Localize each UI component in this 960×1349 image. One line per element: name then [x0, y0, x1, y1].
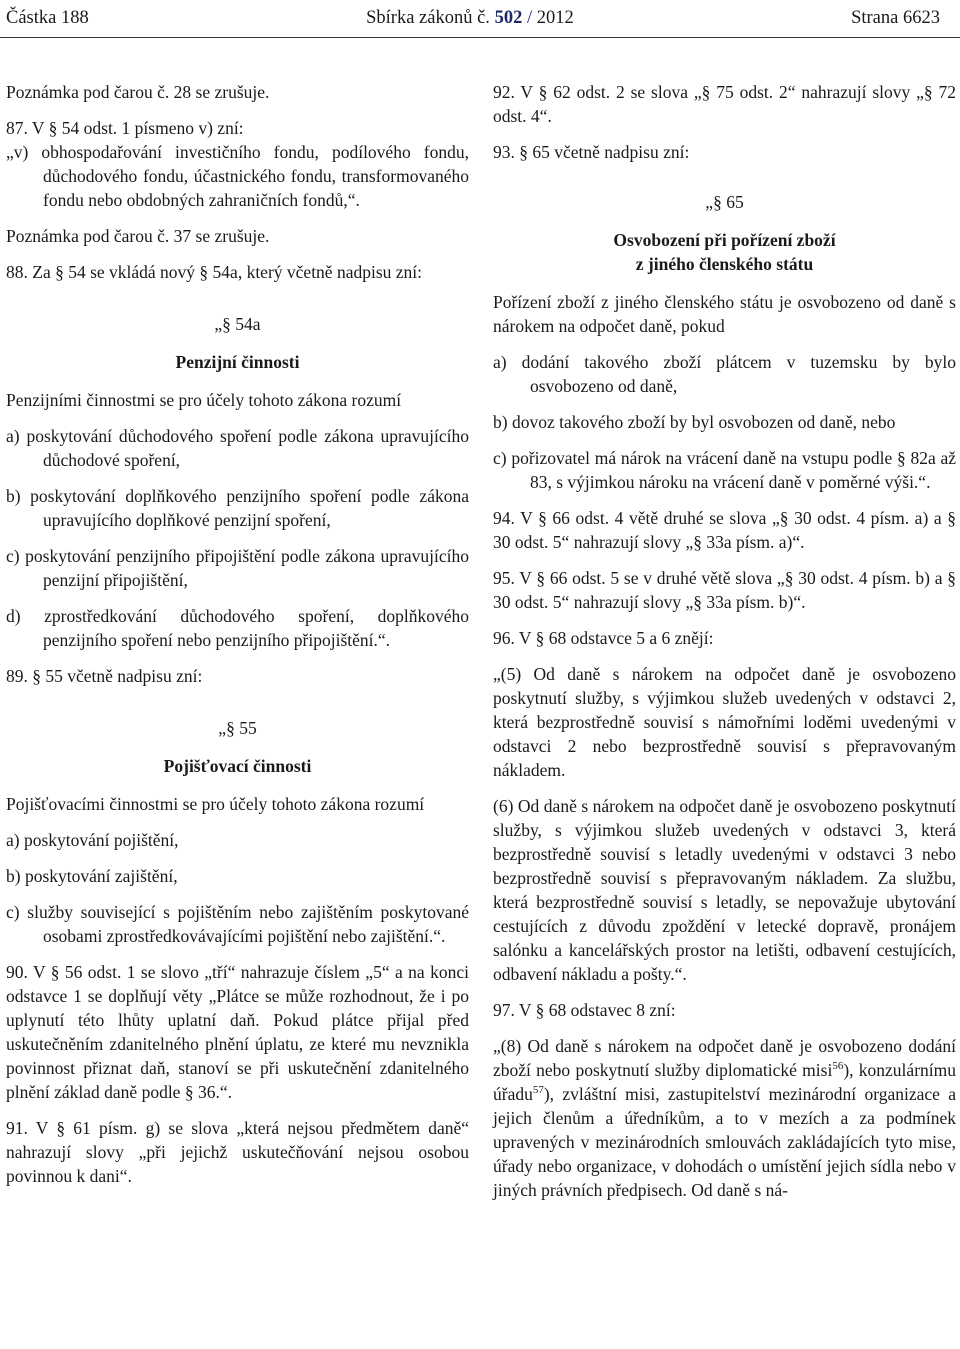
- list-item: d) zprostředkování důchodového spoření, doplňkového penzijního spoření nebo penzijního připojištění.“.: [6, 606, 469, 650]
- paragraph: Pojišťovacími činnostmi se pro účely tohoto zákona rozumí: [6, 794, 425, 814]
- footnote-ref: 56: [832, 1060, 844, 1073]
- paragraph: Poznámka pod čarou č. 28 se zrušuje.: [6, 82, 270, 102]
- list-item: b) poskytování doplňkového penzijního spoření podle zákona upravujícího doplňkové penzijní spoření,: [6, 486, 469, 530]
- header-year: 2012: [536, 8, 574, 28]
- list-item: b) poskytování zajištění,: [6, 866, 178, 886]
- section-number: „§ 65: [705, 192, 744, 212]
- paragraph: Penzijními činnostmi se pro účely tohoto zákona rozumí: [6, 390, 402, 410]
- header-number: 502: [494, 8, 523, 28]
- list-item: „v) obhospodařování investičního fondu, podílového fondu, důchodového fondu, účastnického fondu, transformovaného fondu nebo obdobných zahraničních fondů,“.: [6, 142, 469, 210]
- paragraph: 89. § 55 včetně nadpisu zní:: [6, 666, 203, 686]
- section-number: „§ 54a: [214, 314, 261, 334]
- paragraph: 90. V § 56 odst. 1 se slovo „tří“ nahrazuje číslem „5“ a na konci odstavce 1 se doplňují věty „Plátce se může rozhodnout, že i po uplynutí této lhůty uplatní daň. Pokud plátce přijal před uskutečněním zdanitelného plnění úplatu, ze které mu nevznikla povinnost přiznat daň, stanoví se při uskutečnění zdanitelného plnění základ daně podle § 36.“.: [6, 962, 469, 1102]
- footnote-ref: 57: [532, 1084, 544, 1097]
- list-item: c) pořizovatel má nárok na vrácení daně na vstupu podle § 82a až 83, s výjimkou nároku na vrácení daně v poměrné výši.“.: [493, 448, 956, 492]
- header-separator: /: [526, 8, 533, 28]
- header-page: Strana 6623: [851, 8, 940, 28]
- right-column: [493, 80, 956, 1202]
- header-collection: [366, 6, 574, 30]
- paragraph-text: ), konzulárnímu úřadu: [493, 1060, 956, 1104]
- paragraph: Poznámka pod čarou č. 37 se zrušuje.: [6, 226, 270, 246]
- header-part: Částka 188: [6, 8, 89, 28]
- header-rule: [0, 37, 960, 38]
- paragraph: 94. V § 66 odst. 4 větě druhé se slova „§ 30 odst. 4 písm. a) a § 30 odst. 5“ nahrazují slovy „§ 33a písm. a)“.: [493, 508, 956, 552]
- section-title: Penzijní činnosti: [175, 352, 300, 372]
- paragraph: 95. V § 66 odst. 5 se v druhé větě slova „§ 30 odst. 4 písm. b) a § 30 odst. 5“ nahrazují slovy „§ 33a písm. b)“.: [493, 568, 956, 612]
- header-collection-label: Sbírka zákonů č.: [366, 8, 490, 28]
- paragraph: 93. § 65 včetně nadpisu zní:: [493, 142, 690, 162]
- list-item: c) poskytování penzijního připojištění podle zákona upravujícího penzijní připojištění,: [6, 546, 469, 590]
- list-item: a) poskytování důchodového spoření podle zákona upravujícího důchodové spoření,: [6, 426, 469, 470]
- paragraph: (6) Od daně s nárokem na odpočet daně je osvobozeno poskytnutí služby, s výjimkou služeb uvedených v odstavci 3, která bezprostředně souvisí s letadly uvedenými v odstavci 3 nebo bezprostředně souvisí s přepravovaným nákladem. Za službu, která bezprostředně souvisí s letadly, se nepovažuje ubytování cestujících z důvodu zpoždění v letecké dopravě, pronájem salónku a kancelářských prostor na letišti, odbavení cestujících, odbavení nákladu a pošty.“.: [493, 796, 956, 984]
- section-title: z jiného členského státu: [635, 254, 814, 274]
- section-title: Pojišťovací činnosti: [163, 756, 312, 776]
- paragraph-text: ), zvláštní misi, zastupitelství mezinárodní organizace a jejich členům a úředníkům, a to v mezích a za podmínek upravených v mezinárodních smlouvách zakládajících tyto mise, úřady nebo organizace, v dohodách o umístění jejich sídla nebo v jiných právních předpisech. Od daně s ná-: [493, 1084, 956, 1200]
- list-item: c) služby související s pojištěním nebo zajištěním poskytované osobami zprostředkovávajícími pojištění nebo zajištění.“.: [6, 902, 469, 946]
- list-item: a) dodání takového zboží plátcem v tuzemsku by bylo osvobozeno od daně,: [493, 352, 956, 396]
- paragraph: 87. V § 54 odst. 1 písmeno v) zní:: [6, 118, 244, 138]
- paragraph: 97. V § 68 odstavec 8 zní:: [493, 1000, 676, 1020]
- paragraph: 96. V § 68 odstavce 5 a 6 znějí:: [493, 628, 714, 648]
- page-header: [0, 0, 960, 36]
- section-title: Osvobození při pořízení zboží: [613, 230, 836, 250]
- left-column: [6, 80, 469, 1188]
- paragraph: 92. V § 62 odst. 2 se slova „§ 75 odst. 2“ nahrazují slovy „§ 72 odst. 4“.: [493, 82, 956, 126]
- paragraph: „(5) Od daně s nárokem na odpočet daně je osvobozeno poskytnutí služby, s výjimkou služeb uvedených v odstavci 2, která bezprostředně souvisí s námořními loděmi uvedenými v odstavci 2 nebo bezprostředně souvisí s přepravovaným nákladem.: [493, 664, 956, 780]
- list-item: b) dovoz takového zboží by byl osvobozen od daně, nebo: [493, 412, 896, 432]
- paragraph: [493, 1034, 956, 1202]
- paragraph: 91. V § 61 písm. g) se slova „která nejsou předmětem daně“ nahrazují slovy „při jejichž uskutečňování nejsou osobou povinnou k dani“.: [6, 1118, 469, 1186]
- paragraph-text: „(8) Od daně s nárokem na odpočet daně je osvobozeno dodání zboží nebo poskytnutí služby diplomatické misi: [493, 1036, 956, 1080]
- list-item: a) poskytování pojištění,: [6, 830, 179, 850]
- paragraph: 88. Za § 54 se vkládá nový § 54a, který včetně nadpisu zní:: [6, 262, 423, 282]
- paragraph: Pořízení zboží z jiného členského státu je osvobozeno od daně s nárokem na odpočet daně, pokud: [493, 292, 956, 336]
- section-number: „§ 55: [218, 718, 257, 738]
